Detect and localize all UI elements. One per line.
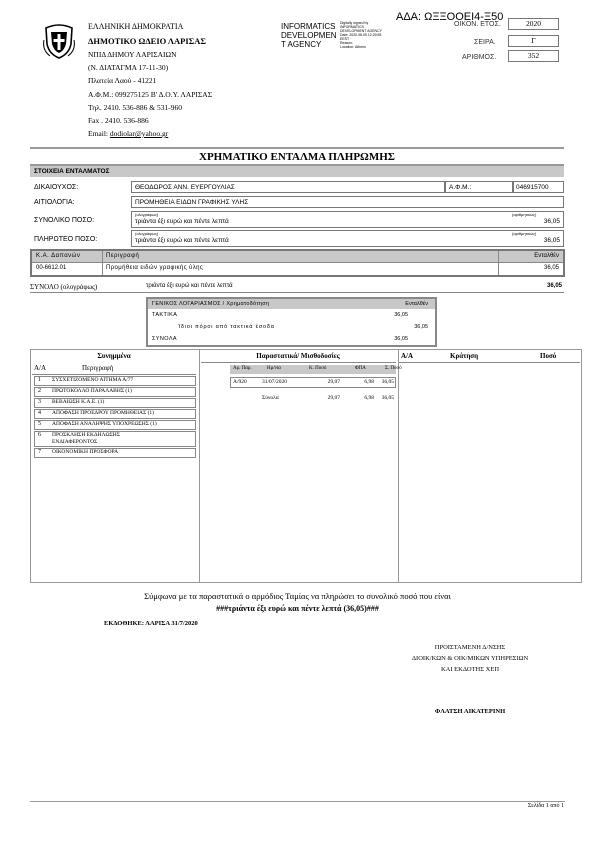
inv-totals-vat: 6,98	[364, 395, 374, 401]
total-label: ΣΥΝΟΛΙΚΟ ΠΟΣΟ:	[34, 217, 95, 224]
inv-row-no: Α/920	[233, 379, 247, 385]
attachments-header-rule	[32, 374, 196, 375]
attachment-text-4: ΑΠΟΦΑΣΗ ΠΡΟΕΔΡΟΥ ΠΡΟΜΗΘΕΙΑΣ (1)	[52, 410, 154, 416]
total-digits-small: (αριθμητικώς)	[512, 212, 537, 217]
sum-label: ΣΥΝΟΛΟ (ολογράφως)	[30, 283, 98, 291]
attachment-num-2: 2	[38, 388, 41, 394]
page-title: ΧΡΗΜΑΤΙΚΟ ΕΝΤΑΛΜΑ ΠΛΗΡΩΜΗΣ	[199, 151, 395, 163]
page-number: Σελίδα 1 από 1	[527, 803, 564, 809]
sum-amount: 36,05	[546, 283, 562, 289]
attachment-text-7: ΟΙΚΟΝΟΜΙΚΗ ΠΡΟΣΦΟΡΑ	[52, 449, 119, 455]
signer-name: ΦΛΑΤΣΗ ΑΙΚΑΤΕΡΙΝΗ	[434, 708, 506, 715]
email-label: Email	[88, 129, 106, 138]
ledger-row-0-amount: 36,05	[394, 312, 408, 318]
afm-value: 046915700	[516, 184, 549, 191]
series-box	[508, 35, 559, 47]
attachment-num-4: 4	[38, 410, 41, 416]
total-words-small: (ολογράφως)	[135, 212, 159, 217]
agency-small-4: EEST	[340, 37, 350, 41]
attachment-text-5: ΑΠΟΦΑΣΗ ΑΝΑΛΗΨΗΣ ΥΠΟΧΡΕΩΣΗΣ (1)	[52, 421, 157, 427]
inv-head-no: Αρ. Παρ.	[233, 366, 252, 371]
beneficiary-value: ΘΕΟΔΩΡΟΣ ΑΝΝ. ΕΥΕΡΓΟΥΛΙΑΣ	[135, 184, 235, 191]
issuer-line-state: ΕΛΛΗΝΙΚΗ ΔΗΜΟΚΡΑΤΙΑ	[88, 22, 184, 31]
ka-row-amount: 36,05	[543, 265, 559, 271]
inv-head-net: Κ. Ποσό	[309, 366, 327, 371]
ka-row-desc: Προμήθεια ειδών γραφικής ύλης	[106, 265, 204, 271]
sign-line-2: ΔΙΟΙΚ/ΚΩΝ & ΟΙΚ/ΜΙΚΩΝ ΥΠΗΡΕΣΙΩΝ	[411, 655, 529, 662]
ledger-table	[146, 297, 437, 347]
ledger-header-left: ΓΕΝΙΚΟΣ ΛΟΓΑΡΙΑΣΜΟΣ / Χρηματοδότηση	[152, 301, 270, 307]
issuer-line-name: ΔΗΜΟΤΙΚΟ ΩΔΕΙΟ ΛΑΡΙΣΑΣ	[88, 36, 206, 46]
inv-head-date: Ημ/νία	[267, 366, 281, 371]
ledger-row-0-label: ΤΑΚΤΙΚΑ	[152, 312, 178, 318]
agency-small-2: DEVELOPMENT AGENCY	[340, 29, 382, 33]
amount-words-banner: ###τριάντα έξι ευρώ και πέντε λεπτά (36,05)###	[216, 604, 379, 613]
inv-row-vat: 6,98	[364, 379, 374, 385]
attachments-title: Συνημμένα	[97, 352, 131, 360]
agency-small-3: Date: 2020.08.05 12:29:55	[340, 33, 382, 37]
ledger-row-2-label: ΣΥΝΟΛΑ	[152, 336, 177, 342]
attachment-num-5: 5	[38, 421, 41, 427]
agency-small-5: Reason:	[340, 41, 354, 45]
payable-words: τριάντα έξι ευρώ και πέντε λεπτά	[135, 237, 229, 244]
page-footer-rule	[30, 801, 565, 802]
ada-code: ΑΔΑ: ΩΞΞΟΟΕΙ4-Ξ50	[396, 11, 504, 23]
inv-row-total: 36,05	[381, 379, 394, 385]
inv-totals-total: 36,05	[381, 395, 394, 401]
year-label: ΟΙΚΟΝ. ΕΤΟΣ.	[454, 21, 501, 28]
title-rule-top	[30, 147, 564, 149]
agency-small-0: Digitally signed by	[340, 21, 369, 25]
attachment-text-6: ΠΡΟΣΚΛΗΣΗ ΕΚΔΗΛΩΣΗΣ ΕΝΔΙΑΦΕΡΟΝΤΟΣ	[52, 432, 120, 445]
issuer-line-address: Πλατεία Λαού - 41221	[88, 76, 157, 85]
number-box	[508, 50, 559, 62]
issuer-line-phone: Τηλ. 2410. 536-886 & 531-960	[88, 103, 182, 112]
issuer-line-decree: (Ν. ΔΙΑΤΑΓΜΑ 17-11-30)	[88, 63, 169, 72]
invoices-title-rule	[201, 362, 396, 363]
ka-header-desc: Περιγραφή	[106, 253, 140, 259]
reason-label: ΑΙΤΙΟΛΟΓΙΑ:	[34, 199, 75, 206]
total-amount: 36,05	[543, 218, 560, 225]
number-label: ΑΡΙΘΜΟΣ.	[462, 54, 497, 61]
ka-header-amount: Ενταλθέν	[534, 253, 559, 259]
ka-row-code: 00-6612.01	[36, 265, 67, 271]
payable-amount: 36,05	[543, 237, 560, 244]
ledger-header-right: Ενταλθέν	[405, 301, 428, 307]
series-label: ΣΕΙΡΑ.	[474, 39, 496, 46]
attachment-num-1: 1	[38, 377, 41, 383]
ka-col-divider-2	[498, 251, 499, 275]
invoices-title: Παραστατικά/ Μισθοδοσίες	[256, 352, 340, 360]
inv-totals-net: 29,07	[327, 395, 340, 401]
deductions-col-amount: Ποσό	[540, 352, 557, 360]
deductions-col-name: Κράτηση	[450, 352, 479, 360]
inv-head-total: Σ. Ποσό	[385, 366, 402, 371]
payable-words-small: (ολογράφως)	[135, 231, 159, 236]
beneficiary-label: ΔΙΚΑΙΟΥΧΟΣ:	[34, 184, 79, 191]
issuer-line-fax: Fax . 2410. 536-886	[88, 116, 149, 125]
reason-value: ΠΡΟΜΗΘΕΙΑ ΕΙΔΩΝ ΓΡΑΦΙΚΗΣ ΥΛΗΣ	[135, 199, 249, 206]
issuer-email-line: Email: dodiolar@yahoo.gr	[88, 129, 169, 138]
payable-digits-small: (αριθμητικώς)	[512, 231, 537, 236]
area-divider-1	[199, 350, 200, 582]
payable-label: ΠΛΗΡΩΤΕΟ ΠΟΣΟ:	[34, 236, 98, 243]
attachment-num-6: 6	[38, 432, 41, 438]
sum-words: τριάντα έξι ευρώ και πέντε λεπτά	[146, 283, 233, 289]
agency-line-3: T AGENCY	[281, 40, 322, 49]
section-header	[30, 166, 564, 177]
ledger-row-2-amount: 36,05	[394, 336, 408, 342]
ka-table	[30, 249, 565, 277]
attachment-text-1: ΣΥΣΧΕΤΙΖΟΜΕΝΟ ΑΙΤΗΜΑ Α/77	[52, 377, 134, 383]
sign-line-1: ΠΡΟΙΣΤΑΜΕΝΗ Δ/ΝΣΗΣ	[434, 644, 506, 651]
attachments-col-desc: Περιγραφή	[82, 364, 114, 372]
agency-line-2: DEVELOPMEN	[281, 31, 337, 40]
series-value: Γ	[531, 36, 536, 45]
greek-emblem-icon	[42, 22, 76, 60]
section-title: ΣΤΟΙΧΕΙΑ ΕΝΤΑΛΜΑΤΟΣ	[34, 168, 110, 175]
attachments-col-aa: Α/Α	[34, 364, 47, 372]
afm-label: Α.Φ.Μ.:	[449, 184, 472, 191]
total-words: τριάντα έξι ευρώ και πέντε λεπτά	[135, 218, 229, 225]
year-value: 2020	[526, 19, 541, 28]
area-divider-2	[398, 350, 399, 582]
issuer-line-afm: Α.Φ.Μ.: 099275125 Β' Δ.Ο.Υ. ΛΑΡΙΣΑΣ	[88, 90, 213, 99]
ka-col-divider-1	[102, 251, 103, 275]
agency-small-6: Location: Athens	[340, 45, 366, 49]
issuer-line-type: ΝΠΙΔ ΔΗΜΟΥ ΛΑΡΙΣΑΙΩΝ	[88, 50, 177, 59]
number-value: 352	[527, 51, 540, 60]
inv-totals-label: Σύνολα	[262, 395, 279, 401]
agency-small-1: INFORMATICS	[340, 25, 364, 29]
instruction-text: Σύμφωνα με τα παραστατικά ο αρμόδιος Ταμίας να πληρώσει το συνολικό ποσό που είναι	[144, 591, 451, 601]
sign-line-3: ΚΑΙ ΕΚΔΟΤΗΣ ΧΕΠ	[440, 666, 500, 673]
attachment-num-3: 3	[38, 399, 41, 405]
agency-line-1: INFORMATICS	[281, 22, 336, 31]
sum-rule	[30, 292, 564, 293]
attachment-num-7: 7	[38, 449, 41, 455]
attachment-text-3: ΒΕΒΑΙΩΣΗ Κ.Α.Ε. (1)	[52, 399, 105, 405]
ka-header-code: Κ.Α. Δαπανών	[36, 253, 81, 259]
deductions-header-rule	[399, 362, 580, 363]
inv-head-vat: ΦΠΑ	[355, 366, 366, 371]
email-link[interactable]: dodiolar@yahoo.gr	[109, 129, 169, 138]
ka-row-divider	[32, 262, 563, 263]
ledger-row-1-label: Ίδιοι πόροι από τακτικά έσοδα	[178, 324, 275, 330]
inv-row-date: 31/07/2020	[262, 379, 288, 385]
ledger-row-1-amount: 36,05	[414, 324, 428, 330]
deductions-col-aa: Α/Α	[401, 352, 414, 360]
issue-place-date: ΕΚΔΟΘΗΚΕ: ΛΑΡΙΣΑ 31/7/2020	[104, 620, 198, 627]
year-box	[508, 18, 559, 30]
inv-row-net: 29,07	[327, 379, 340, 385]
attachment-text-2: ΠΡΩΤΟΚΟΛΛΟ ΠΑΡΑΛΑΒΗΣ (1)	[52, 388, 132, 394]
